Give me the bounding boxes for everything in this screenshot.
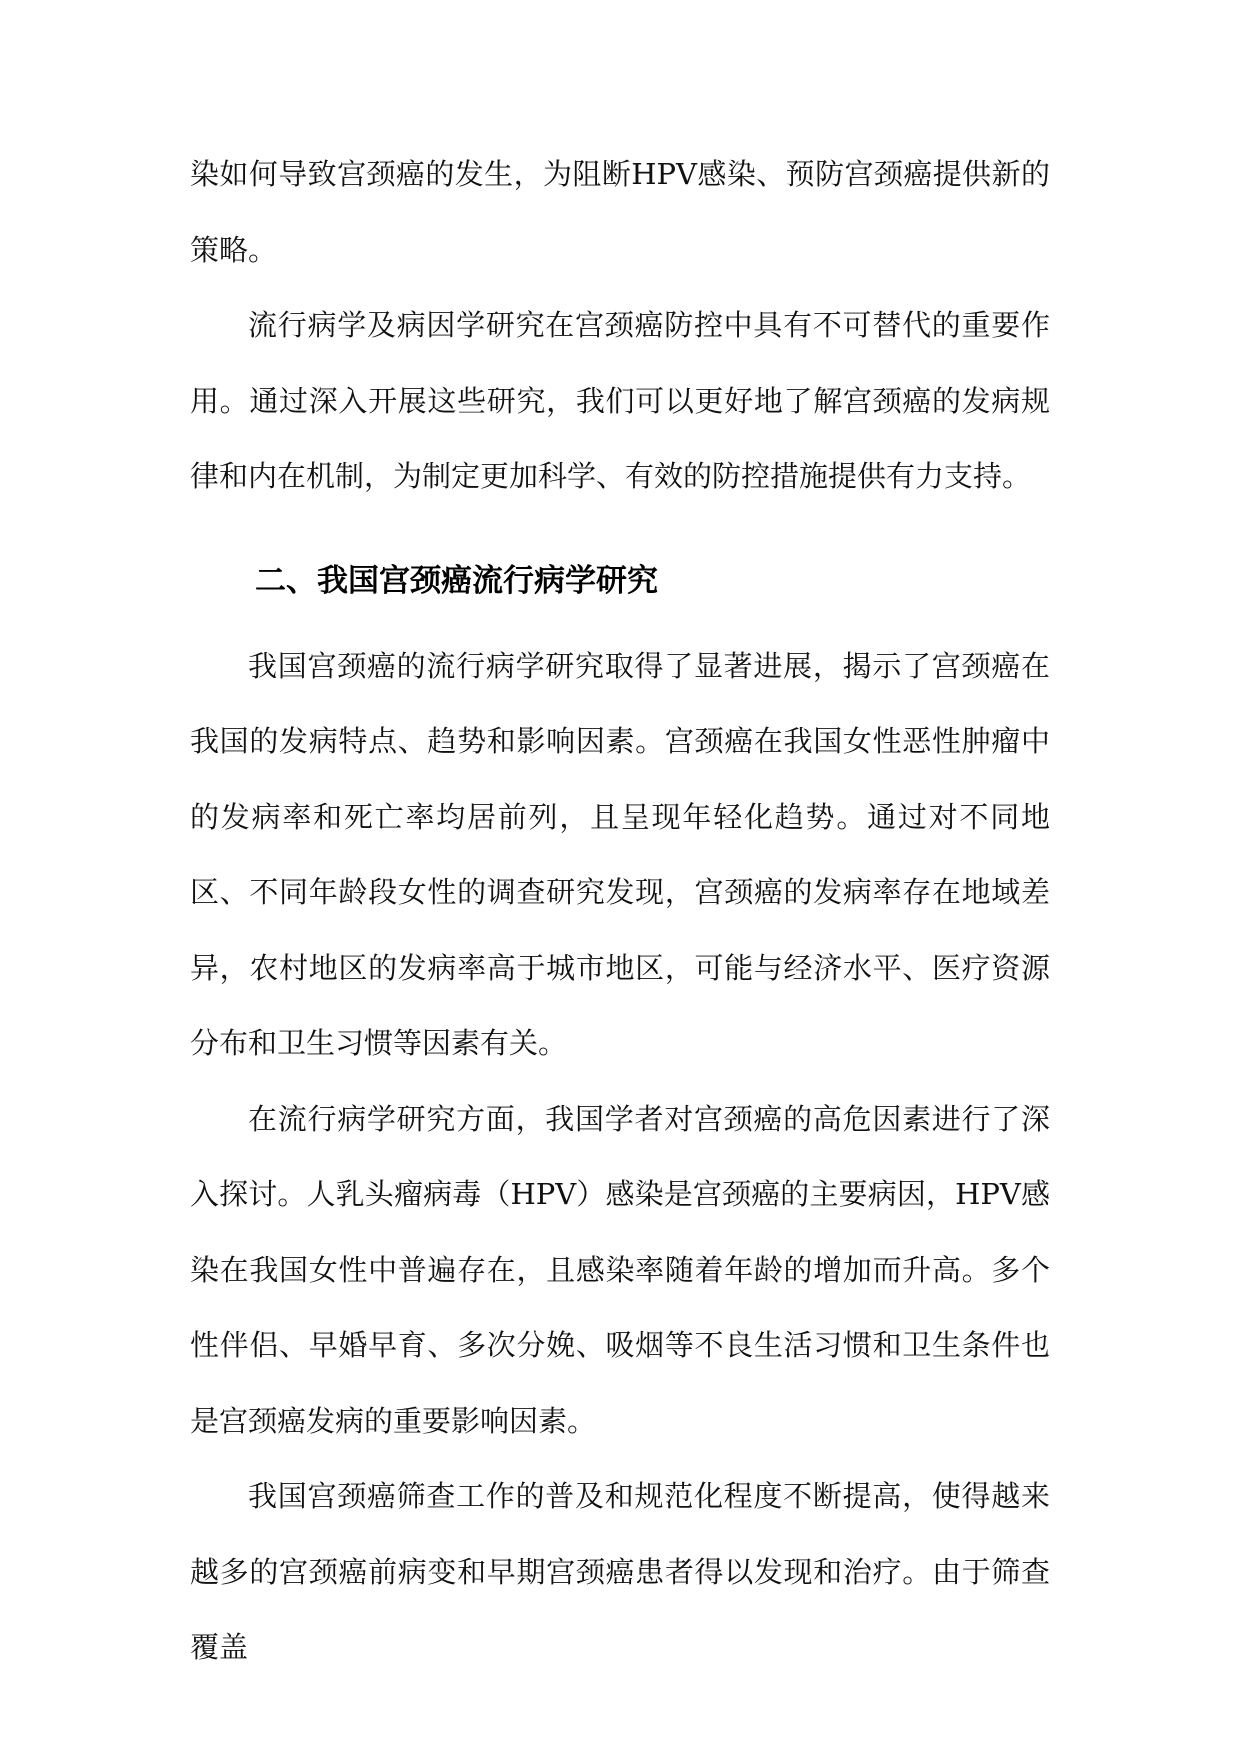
section-heading: 二、我国宫颈癌流行病学研究 xyxy=(255,562,658,599)
document-body xyxy=(190,137,1050,1686)
paragraph-risk-factors: 在流行病学研究方面，我国学者对宫颈癌的高危因素进行了深入探讨。人乳头瘤病毒（HPV）感染是宫颈癌的主要病因，HPV感染在我国女性中普遍存在，且感染率随着年龄的增加而升高。多个性伴侣、早婚早育、多次分娩、吸烟等不良生活习惯和卫生条件也是宫颈癌发病的重要影响因素。 xyxy=(190,1101,1050,1438)
paragraph-continuation: 染如何导致宫颈癌的发生，为阻断HPV感染、预防宫颈癌提供新的策略。 xyxy=(190,157,1050,267)
paragraph-research-role: 流行病学及病因学研究在宫颈癌防控中具有不可替代的重要作用。通过深入开展这些研究，我们可以更好地了解宫颈癌的发病规律和内在机制，为制定更加科学、有效的防控措施提供有力支持。 xyxy=(190,308,1050,493)
paragraph-epidemiology-progress: 我国宫颈癌的流行病学研究取得了显著进展，揭示了宫颈癌在我国的发病特点、趋势和影响因素。宫颈癌在我国女性恶性肿瘤中的发病率和死亡率均居前列，且呈现年轻化趋势。通过对不同地区、不同年龄段女性的调查研究发现，宫颈癌的发病率存在地域差异，农村地区的发病率高于城市地区，可能与经济水平、医疗资源分布和卫生习惯等因素有关。 xyxy=(190,648,1050,1060)
paragraph-screening: 我国宫颈癌筛查工作的普及和规范化程度不断提高，使得越来越多的宫颈癌前病变和早期宫颈癌患者得以发现和治疗。由于筛查覆盖 xyxy=(190,1479,1050,1664)
